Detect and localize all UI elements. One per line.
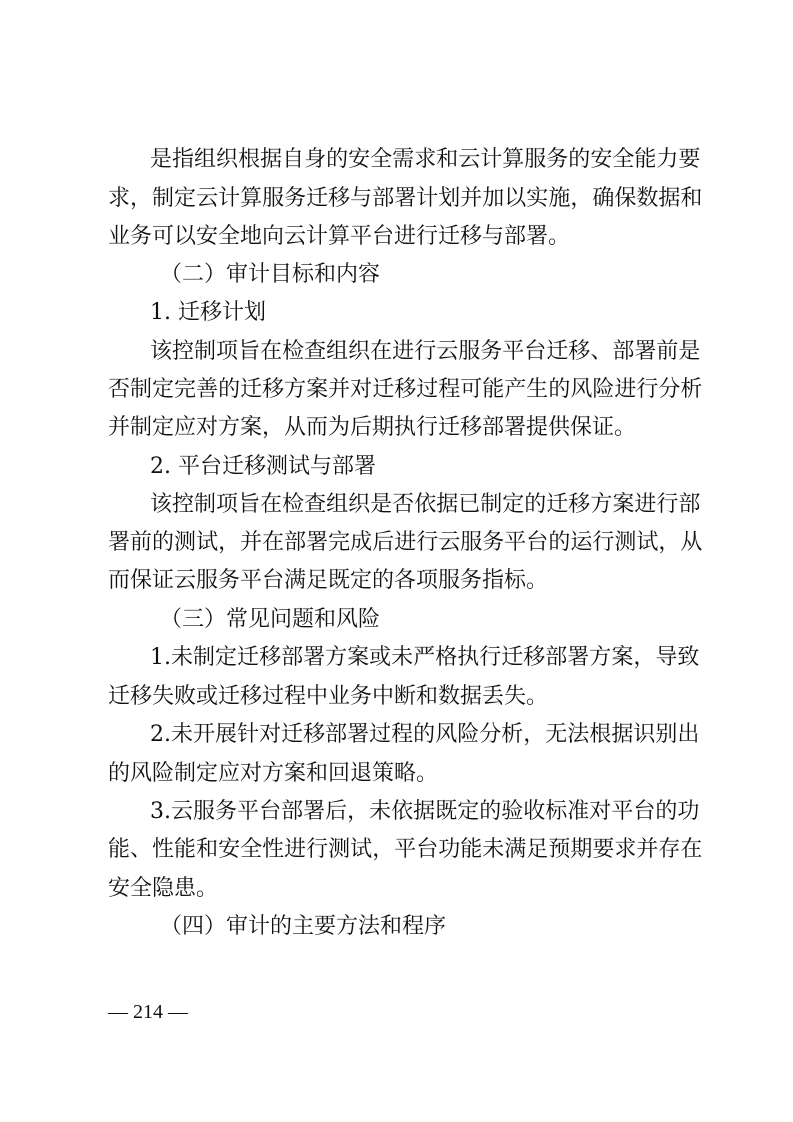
list-item-line: 能 、 性 能 和 安 全 性 进 行 测 试 ， 平 台 功 能 未 满 足 预 期 要 求 并 存 在	[108, 837, 703, 862]
list-item-line: 1 . 未 制 定 迁 移 部 署 方 案 或 未 严 格 执 行 迁 移 部 署 方 案 ， 导 致	[150, 645, 700, 670]
paragraph-line: 业务可以安全地向云计算平台进行迁移与部署。	[108, 224, 571, 249]
section-heading: （四）审计的主要方法和程序	[160, 914, 447, 939]
paragraph-line: 否 制 定 完 善 的 迁 移 方 案 并 对 迁 移 过 程 可 能 产 生 的 风 险 进 行 分 析	[108, 377, 703, 402]
paragraph-line: 是 指 组 织 根 据 自 身 的 安 全 需 求 和 云 计 算 服 务 的 安 全 能 力 要	[150, 147, 701, 172]
list-item-line: 2 . 未 开 展 针 对 迁 移 部 署 过 程 的 风 险 分 析 ， 无 法 根 据 识 别 出	[150, 722, 700, 747]
paragraph-line: 而保证云服务平台满足既定的各项服务指标。	[108, 568, 549, 593]
paragraph-line: 并制定应对方案，从而为后期执行迁移部署提供保证。	[108, 415, 637, 440]
paragraph-line: 该 控 制 项 旨 在 检 查 组 织 在 进 行 云 服 务 平 台 迁 移 、 部 署 前 是	[150, 339, 701, 364]
page-number: — 214 —	[108, 1001, 188, 1023]
paragraph-line: 该 控 制 项 旨 在 检 查 组 织 是 否 依 据 已 制 定 的 迁 移 方 案 进 行 部	[150, 492, 701, 517]
list-item-line: 3 . 云 服 务 平 台 部 署 后 ， 未 依 据 既 定 的 验 收 标 准 对 平 台 的 功	[150, 799, 700, 824]
paragraph-line: 署 前 的 测 试 ， 并 在 部 署 完 成 后 进 行 云 服 务 平 台 的 运 行 测 试 ， 从	[108, 530, 703, 555]
paragraph-line: 求 ， 制 定 云 计 算 服 务 迁 移 与 部 署 计 划 并 加 以 实 施 ， 确 保 数 据 和	[108, 186, 703, 211]
section-heading: （三）常见问题和风险	[160, 607, 381, 632]
subsection-heading: 2. 平台迁移测试与部署	[150, 454, 376, 479]
list-item-line: 的风险制定应对方案和回退策略。	[108, 761, 439, 786]
list-item-line: 安全隐患。	[108, 876, 219, 901]
subsection-heading: 1. 迁移计划	[150, 300, 266, 325]
section-heading: （二）审计目标和内容	[160, 262, 381, 287]
list-item-line: 迁移失败或迁移过程中业务中断和数据丢失。	[108, 684, 549, 709]
